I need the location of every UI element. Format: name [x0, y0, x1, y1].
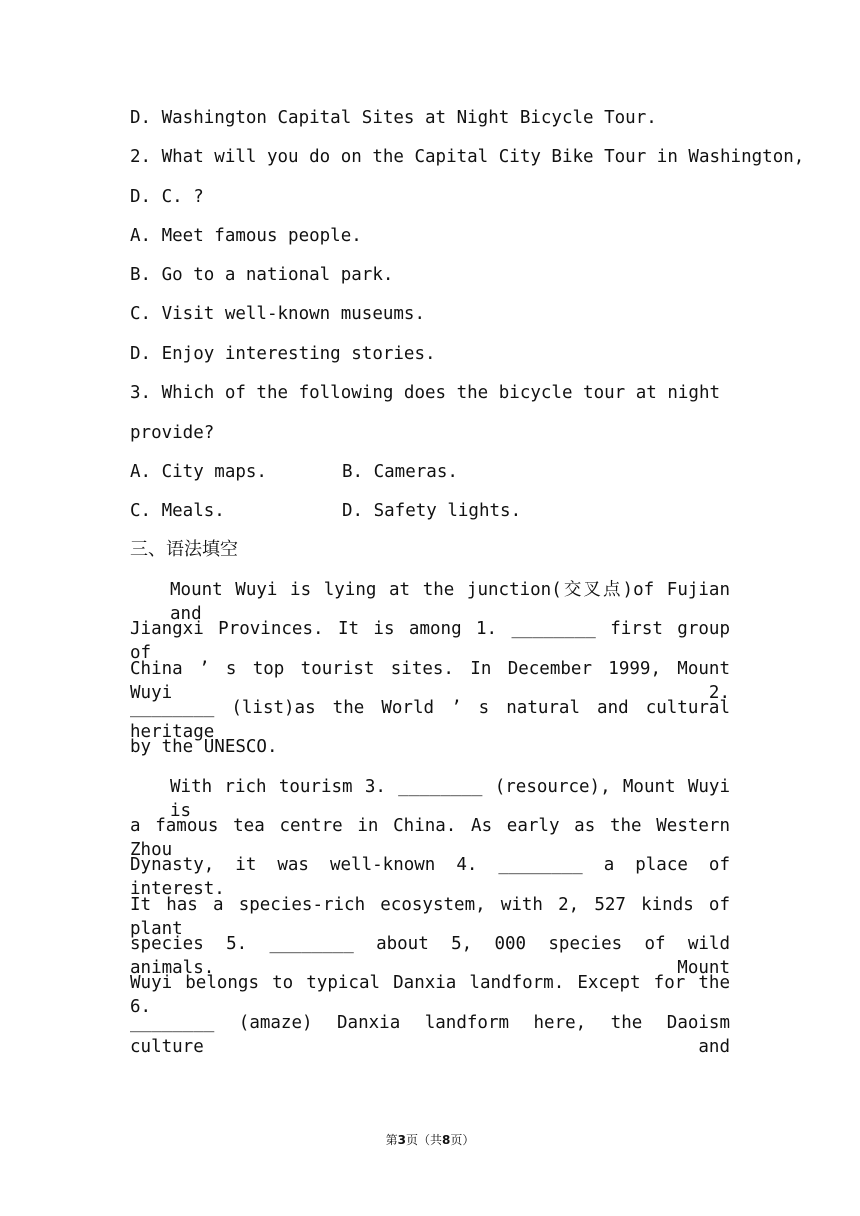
passage-p1-line-5: by the UNESCO.	[130, 737, 278, 757]
passage-p2-line-5: species 5. ________ about 5, 000 species of wild animals. Mount	[130, 934, 730, 978]
footer-suffix: 页）	[450, 1133, 475, 1147]
page-footer	[0, 1132, 860, 1148]
q3-stem-line-2: provide?	[130, 423, 215, 443]
q1-option-d: D. Washington Capital Sites at Night Bicycle Tour.	[130, 108, 657, 128]
footer-prefix: 第	[385, 1133, 398, 1147]
q2-option-c: C. Visit well-known museums.	[130, 304, 426, 324]
passage-p2-line-1: With rich tourism 3. ________ (resource), Mount Wuyi is	[170, 777, 730, 821]
passage-p2-line-4: It has a species-rich ecosystem, with 2, 527 kinds of plant	[130, 895, 730, 939]
q3-option-a: A. City maps.	[130, 462, 267, 482]
passage-p1-line-1: Mount Wuyi is lying at the junction(交叉点)of Fujian and	[170, 580, 730, 624]
passage-p2-line-2: a famous tea centre in China. As early as the Western Zhou	[130, 816, 730, 860]
footer-middle: 页（共	[405, 1133, 442, 1147]
passage-p2-line-3: Dynasty, it was well-known 4. ________ a place of interest.	[130, 855, 730, 899]
footer-current-page: 3	[397, 1133, 406, 1147]
passage-p1-line-2: Jiangxi Provinces. It is among 1. ________ first group of	[130, 619, 730, 663]
passage-p2-line-7: ________ (amaze) Danxia landform here, the Daoism culture and	[130, 1013, 730, 1057]
q2-option-a: A. Meet famous people.	[130, 226, 362, 246]
q2-stem-line-1: 2. What will you do on the Capital City Bike Tour in Washington,	[130, 147, 805, 167]
q2-option-b: B. Go to a national park.	[130, 265, 394, 285]
q3-stem-line-1: 3. Which of the following does the bicycle tour at night	[130, 383, 721, 403]
q3-option-d: D. Safety lights.	[342, 501, 522, 521]
passage-p2-line-6: Wuyi belongs to typical Danxia landform. Except for the 6.	[130, 973, 730, 1017]
section-heading: 三、语法填空	[130, 539, 238, 560]
passage-p1-line-3: China ’ s top tourist sites. In December 1999, Mount Wuyi 2.	[130, 659, 730, 703]
q3-option-c: C. Meals.	[130, 501, 225, 521]
passage-p1-line-4: ________ (list)as the World ’ s natural and cultural heritage	[130, 698, 730, 742]
q3-option-b: B. Cameras.	[342, 462, 458, 482]
footer-total-pages: 8	[442, 1133, 451, 1147]
q2-option-d: D. Enjoy interesting stories.	[130, 344, 436, 364]
q2-stem-line-2: D. C. ?	[130, 187, 204, 207]
